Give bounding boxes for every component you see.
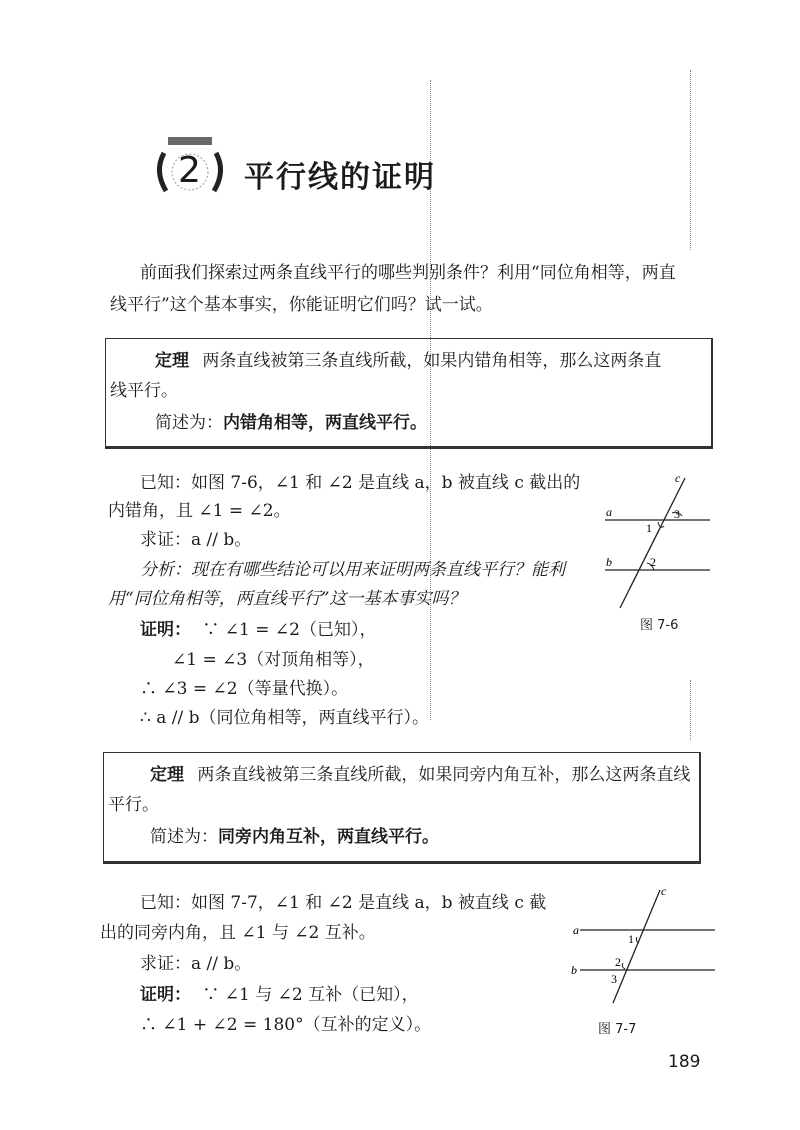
proof1-proof-label: 证明： [140, 620, 191, 640]
proof1-step-2: ∠1 = ∠3（对顶角相等）， [172, 650, 375, 670]
figure-7-6 [600, 470, 710, 615]
line-c [620, 478, 685, 608]
proof2-prove: 求证：a // b。 [140, 954, 252, 974]
theorem2-line-1 [150, 760, 690, 790]
theorem1-line-2: 线平行。 [110, 381, 178, 401]
theorem1-text-1: 两条直线被第三条直线所截，如果内错角相等，那么这两条直 [202, 351, 662, 371]
section-number: 2 [178, 150, 201, 191]
fig1-angle-3: 3 [674, 507, 680, 521]
proof2-proof-label: 证明： [140, 985, 191, 1005]
proof1-analysis-2: 用“同位角相等，两直线平行”这一基本事实吗？ [108, 589, 466, 609]
theorem2-line-2: 平行。 [108, 795, 159, 815]
scan-artifact [690, 70, 692, 250]
theorem1-label: 定理 [155, 351, 189, 371]
theorem2-text-1: 两条直线被第三条直线所截，如果同旁内角互补，那么这两条直线 [197, 765, 691, 785]
fig1-label-c: c [675, 471, 681, 485]
fig1-angle-1: 1 [646, 521, 652, 535]
fig1-angle-2: 2 [650, 555, 656, 569]
proof1-step-1-text: ∵ ∠1 = ∠2（已知）， [202, 620, 377, 640]
fig1-label-b: b [606, 555, 612, 569]
proof1-step-1 [140, 615, 376, 645]
figure-7-7 [565, 885, 715, 1010]
fig2-angle-3: 3 [611, 972, 617, 986]
proof2-given-1: 已知：如图 7-7，∠1 和 ∠2 是直线 a，b 被直线 c 截 [140, 893, 547, 913]
scan-artifact [690, 680, 692, 740]
proof2-step-1 [140, 980, 419, 1010]
fig2-label-b: b [571, 963, 577, 977]
theorem1-summary [155, 408, 427, 438]
intro-line-1: 前面我们探索过两条直线平行的哪些判别条件？利用“同位角相等，两直 [140, 263, 676, 283]
proof1-prove: 求证：a // b。 [140, 530, 252, 550]
theorem2-label: 定理 [150, 765, 184, 785]
proof1-given-1: 已知：如图 7-6，∠1 和 ∠2 是直线 a，b 被直线 c 截出的 [140, 473, 581, 493]
fig2-label-c: c [661, 885, 667, 898]
proof1-step-3: ∴ ∠3 = ∠2（等量代换）。 [140, 679, 349, 699]
figure-7-6-caption: 图 7-6 [640, 618, 679, 633]
proof1-step-4: ∴ a // b（同位角相等，两直线平行）。 [140, 708, 429, 728]
fig2-angle-2: 2 [615, 955, 621, 969]
figure-7-7-caption: 图 7-7 [598, 1022, 637, 1037]
theorem2-summary-label: 简述为： [150, 827, 218, 847]
proof2-step-1-text: ∵ ∠1 与 ∠2 互补（已知）， [202, 985, 419, 1005]
proof1-given-2: 内错角，且 ∠1 = ∠2。 [108, 501, 291, 521]
angle-arc-2 [622, 963, 625, 969]
theorem1-line-1 [155, 346, 661, 376]
fig2-label-a: a [573, 923, 579, 937]
fig2-angle-1: 1 [628, 932, 634, 946]
proof2-given-2: 出的同旁内角，且 ∠1 与 ∠2 互补。 [100, 923, 376, 943]
theorem2-summary [150, 822, 439, 852]
page-number: 189 [668, 1052, 701, 1072]
fig1-label-a: a [606, 505, 612, 519]
intro-line-2: 线平行”这个基本事实，你能证明它们吗？试一试。 [110, 295, 493, 315]
theorem1-summary-text: 内错角相等，两直线平行。 [223, 413, 427, 433]
theorem1-summary-label: 简述为： [155, 413, 223, 433]
section-number-badge [150, 125, 230, 205]
proof2-step-2: ∴ ∠1 + ∠2 = 180°（互补的定义）。 [140, 1015, 432, 1035]
page-title: 平行线的证明 [244, 160, 436, 195]
proof1-analysis-1: 分析：现在有哪些结论可以用来证明两条直线平行？能利 [140, 560, 565, 580]
theorem2-summary-text: 同旁内角互补，两直线平行。 [218, 827, 439, 847]
line-c [613, 890, 660, 1003]
